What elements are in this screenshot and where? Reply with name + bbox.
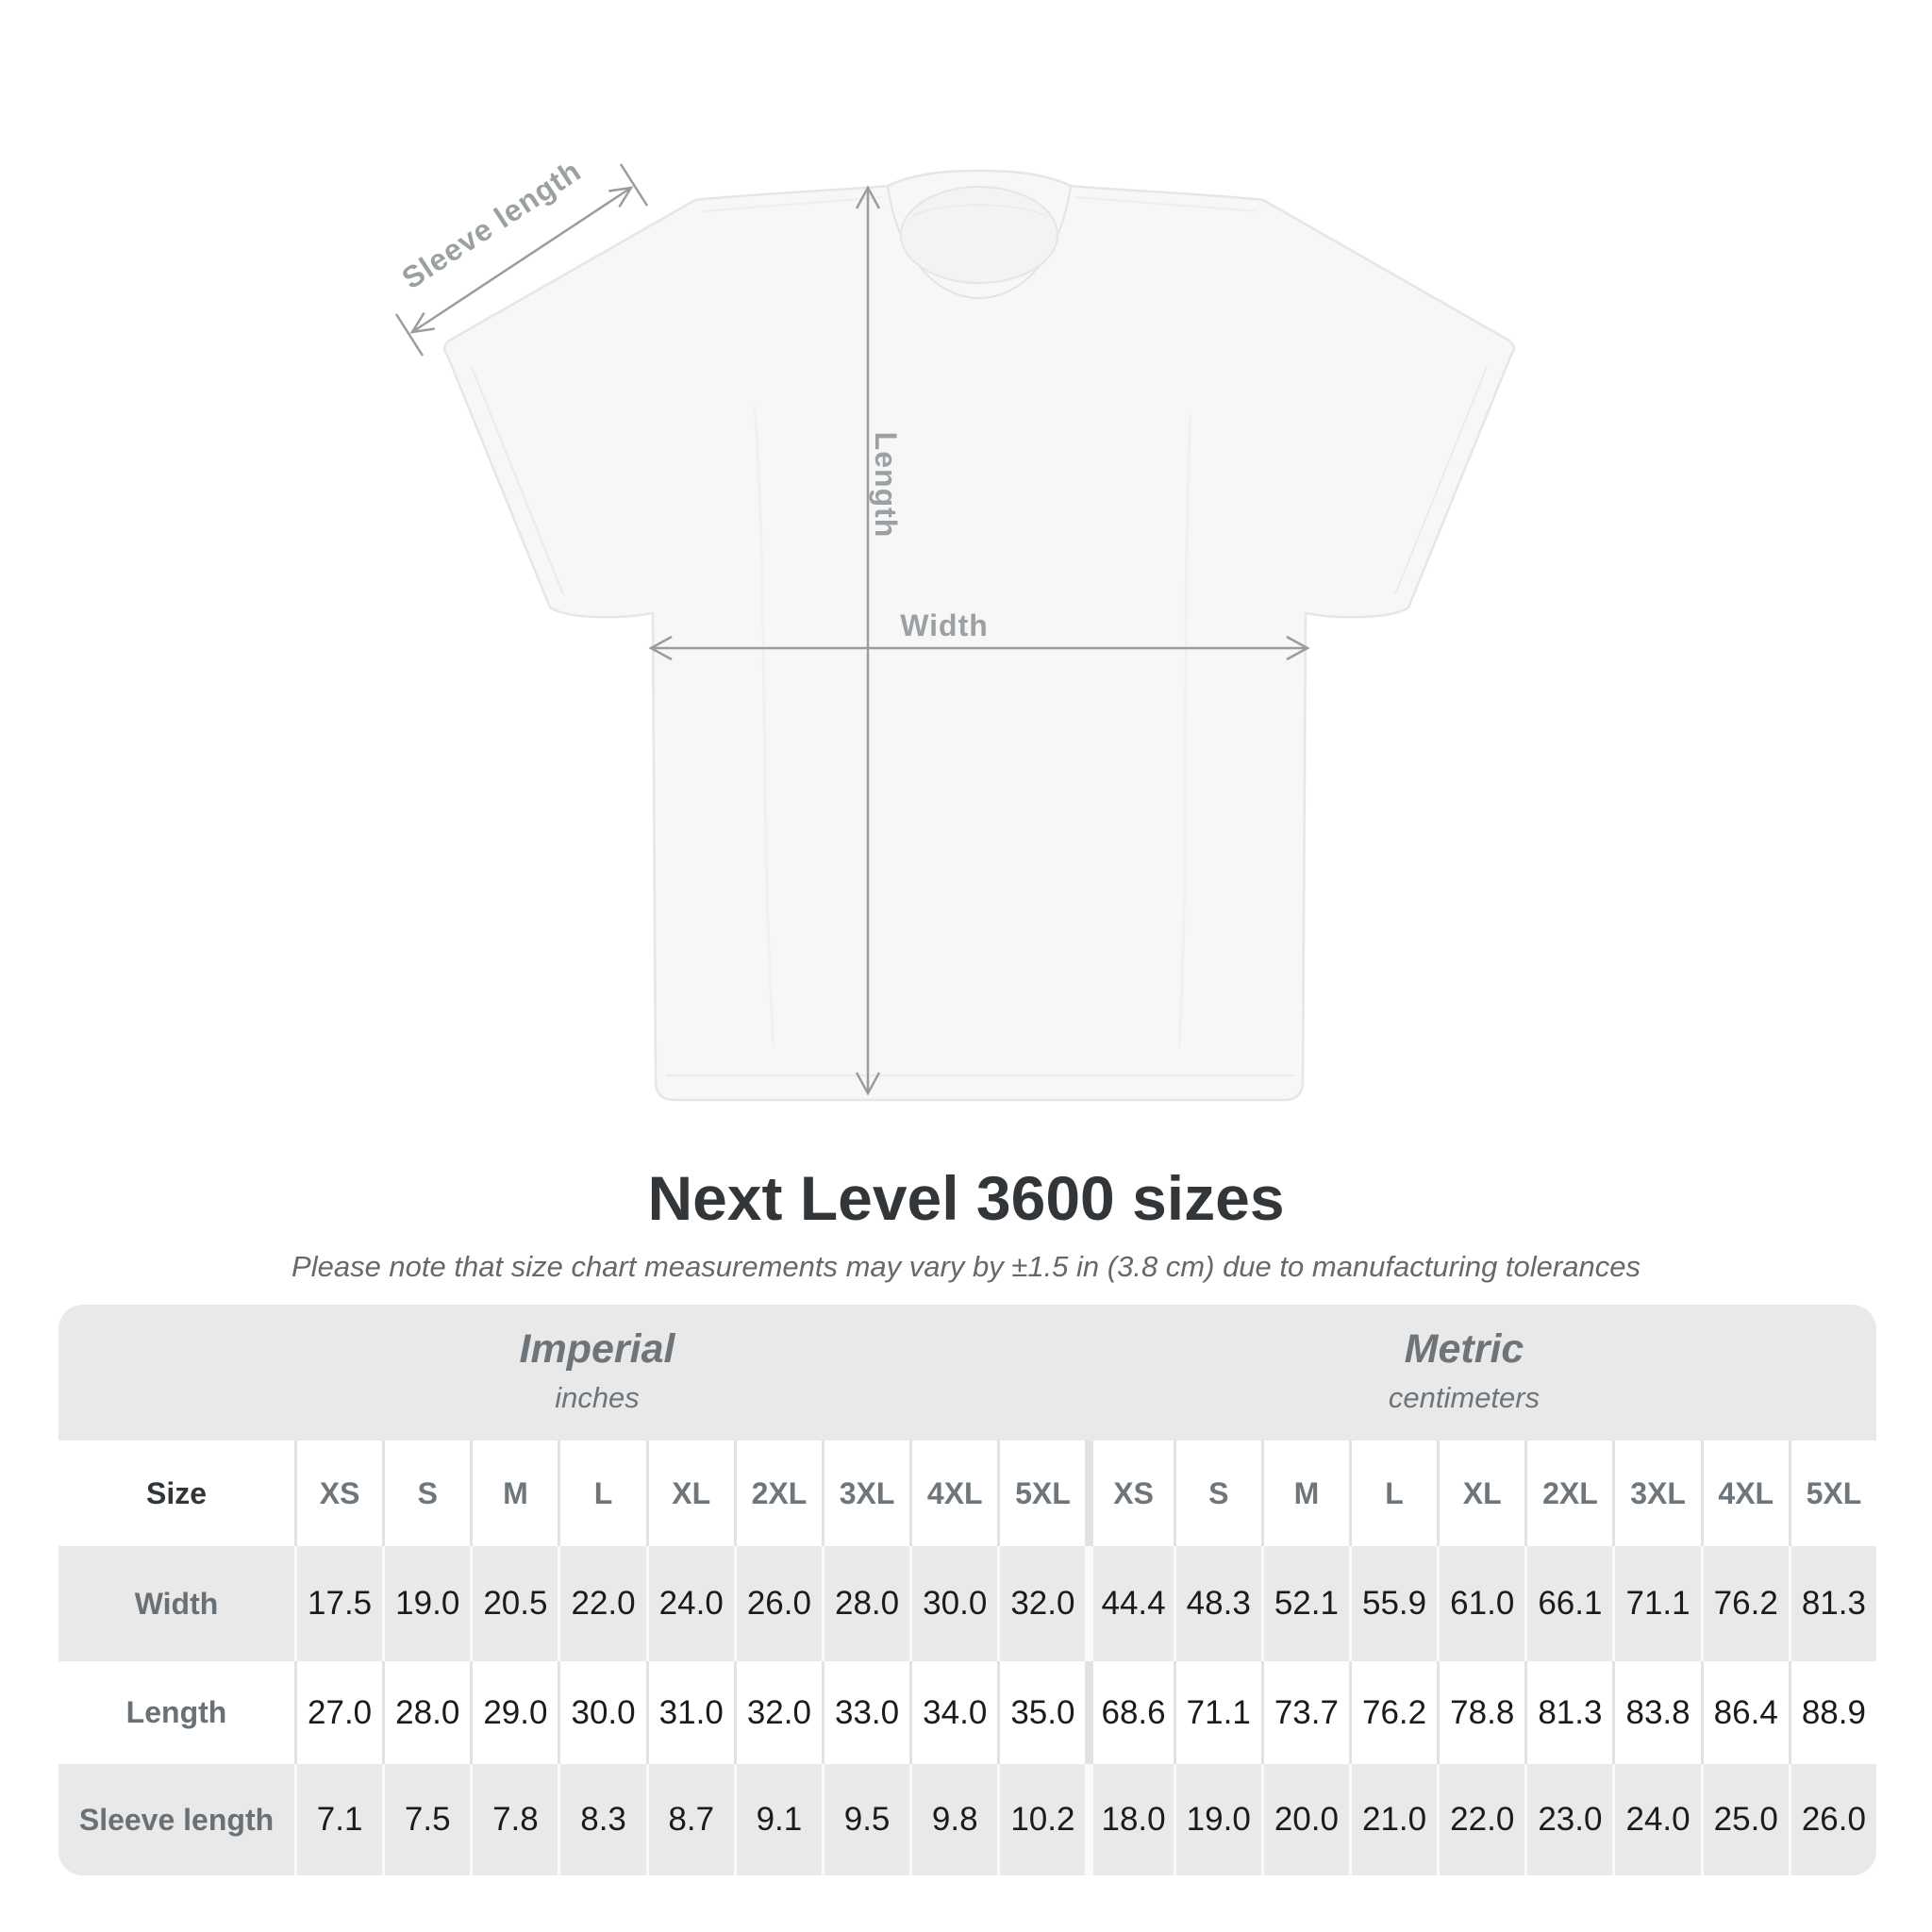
size-header: 2XL: [734, 1441, 822, 1546]
table-cell: 26.0: [734, 1546, 822, 1661]
row-label: Width: [58, 1546, 294, 1661]
table-cell: 29.0: [470, 1661, 558, 1764]
length-row: [58, 1661, 1876, 1764]
width-label: Width: [900, 608, 989, 642]
size-header: S: [382, 1441, 470, 1546]
table-cell: 32.0: [734, 1661, 822, 1764]
collar-opening: [901, 187, 1058, 283]
table-cell: 28.0: [382, 1661, 470, 1764]
metric-label: Metric: [1404, 1326, 1524, 1373]
table-cell: 73.7: [1261, 1661, 1349, 1764]
table-cell: 27.0: [294, 1661, 382, 1764]
table-cell: 88.9: [1789, 1661, 1876, 1764]
table-cell: 7.5: [382, 1764, 470, 1875]
table-cell: 61.0: [1437, 1546, 1524, 1661]
table-cell: 8.3: [558, 1764, 645, 1875]
tolerance-note: Please note that size chart measurements may vary by ±1.5 in (3.8 cm) due to manufacturing tolerances: [291, 1250, 1641, 1283]
width-row: [58, 1546, 1876, 1661]
size-header: M: [1261, 1441, 1349, 1546]
table-cell: 8.7: [646, 1764, 734, 1875]
table-cell: 44.4: [1085, 1546, 1173, 1661]
table-cell: 9.5: [822, 1764, 909, 1875]
size-header: M: [470, 1441, 558, 1546]
table-cell: 66.1: [1524, 1546, 1612, 1661]
table-cell: 32.0: [997, 1546, 1085, 1661]
size-header: XS: [1085, 1441, 1173, 1546]
size-header: XL: [646, 1441, 734, 1546]
table-cell: 28.0: [822, 1546, 909, 1661]
table-cell: 24.0: [646, 1546, 734, 1661]
table-cell: 21.0: [1349, 1764, 1437, 1875]
table-cell: 26.0: [1789, 1764, 1876, 1875]
table-cell: 17.5: [294, 1546, 382, 1661]
table-cell: 31.0: [646, 1661, 734, 1764]
imperial-unit-label: inches: [555, 1381, 640, 1415]
table-cell: 76.2: [1701, 1546, 1789, 1661]
table-cell: 52.1: [1261, 1546, 1349, 1661]
table-cell: 7.1: [294, 1764, 382, 1875]
table-cell: 18.0: [1085, 1764, 1173, 1875]
table-cell: 81.3: [1789, 1546, 1876, 1661]
table-cell: 22.0: [558, 1546, 645, 1661]
size-header: L: [1349, 1441, 1437, 1546]
size-header: 2XL: [1524, 1441, 1612, 1546]
table-cell: 25.0: [1701, 1764, 1789, 1875]
size-header: L: [558, 1441, 645, 1546]
table-cell: 24.0: [1612, 1764, 1700, 1875]
row-label: Length: [58, 1661, 294, 1764]
size-header: 3XL: [822, 1441, 909, 1546]
table-cell: 55.9: [1349, 1546, 1437, 1661]
table-cell: 71.1: [1612, 1546, 1700, 1661]
sleeve-length-row: [58, 1764, 1876, 1875]
size-header: 5XL: [1789, 1441, 1876, 1546]
table-cell: 7.8: [470, 1764, 558, 1875]
table-cell: 30.0: [558, 1661, 645, 1764]
page-title: Next Level 3600 sizes: [647, 1163, 1285, 1233]
size-header-row: [58, 1441, 1876, 1546]
units-header-row: [58, 1305, 1876, 1441]
table-cell: 19.0: [382, 1546, 470, 1661]
table-cell: 10.2: [997, 1764, 1085, 1875]
table-cell: 20.5: [470, 1546, 558, 1661]
imperial-units-header: [520, 1326, 675, 1415]
size-header: S: [1174, 1441, 1261, 1546]
metric-units-header: [1389, 1326, 1540, 1415]
size-header: XL: [1437, 1441, 1524, 1546]
table-cell: 86.4: [1701, 1661, 1789, 1764]
table-cell: 9.8: [909, 1764, 997, 1875]
table-cell: 68.6: [1085, 1661, 1173, 1764]
table-cell: 23.0: [1524, 1764, 1612, 1875]
metric-unit-label: centimeters: [1388, 1381, 1541, 1415]
table-cell: 48.3: [1174, 1546, 1261, 1661]
size-table: [58, 1305, 1876, 1875]
length-label: Length: [869, 431, 903, 539]
table-cell: 20.0: [1261, 1764, 1349, 1875]
imperial-label: Imperial: [519, 1326, 675, 1373]
table-cell: 81.3: [1524, 1661, 1612, 1764]
size-header: 3XL: [1612, 1441, 1700, 1546]
table-cell: 76.2: [1349, 1661, 1437, 1764]
table-cell: 9.1: [734, 1764, 822, 1875]
size-header: 5XL: [997, 1441, 1085, 1546]
size-header: 4XL: [1701, 1441, 1789, 1546]
table-cell: 33.0: [822, 1661, 909, 1764]
table-cell: 34.0: [909, 1661, 997, 1764]
table-cell: 83.8: [1612, 1661, 1700, 1764]
table-cell: 78.8: [1437, 1661, 1524, 1764]
table-cell: 22.0: [1437, 1764, 1524, 1875]
size-column-header: Size: [58, 1441, 294, 1546]
row-label: Sleeve length: [58, 1764, 294, 1875]
size-header: 4XL: [909, 1441, 997, 1546]
sleeve-length-label: Sleeve length: [395, 153, 588, 296]
table-cell: 71.1: [1174, 1661, 1261, 1764]
table-cell: 30.0: [909, 1546, 997, 1661]
table-cell: 35.0: [997, 1661, 1085, 1764]
table-cell: 19.0: [1174, 1764, 1261, 1875]
size-header: XS: [294, 1441, 382, 1546]
